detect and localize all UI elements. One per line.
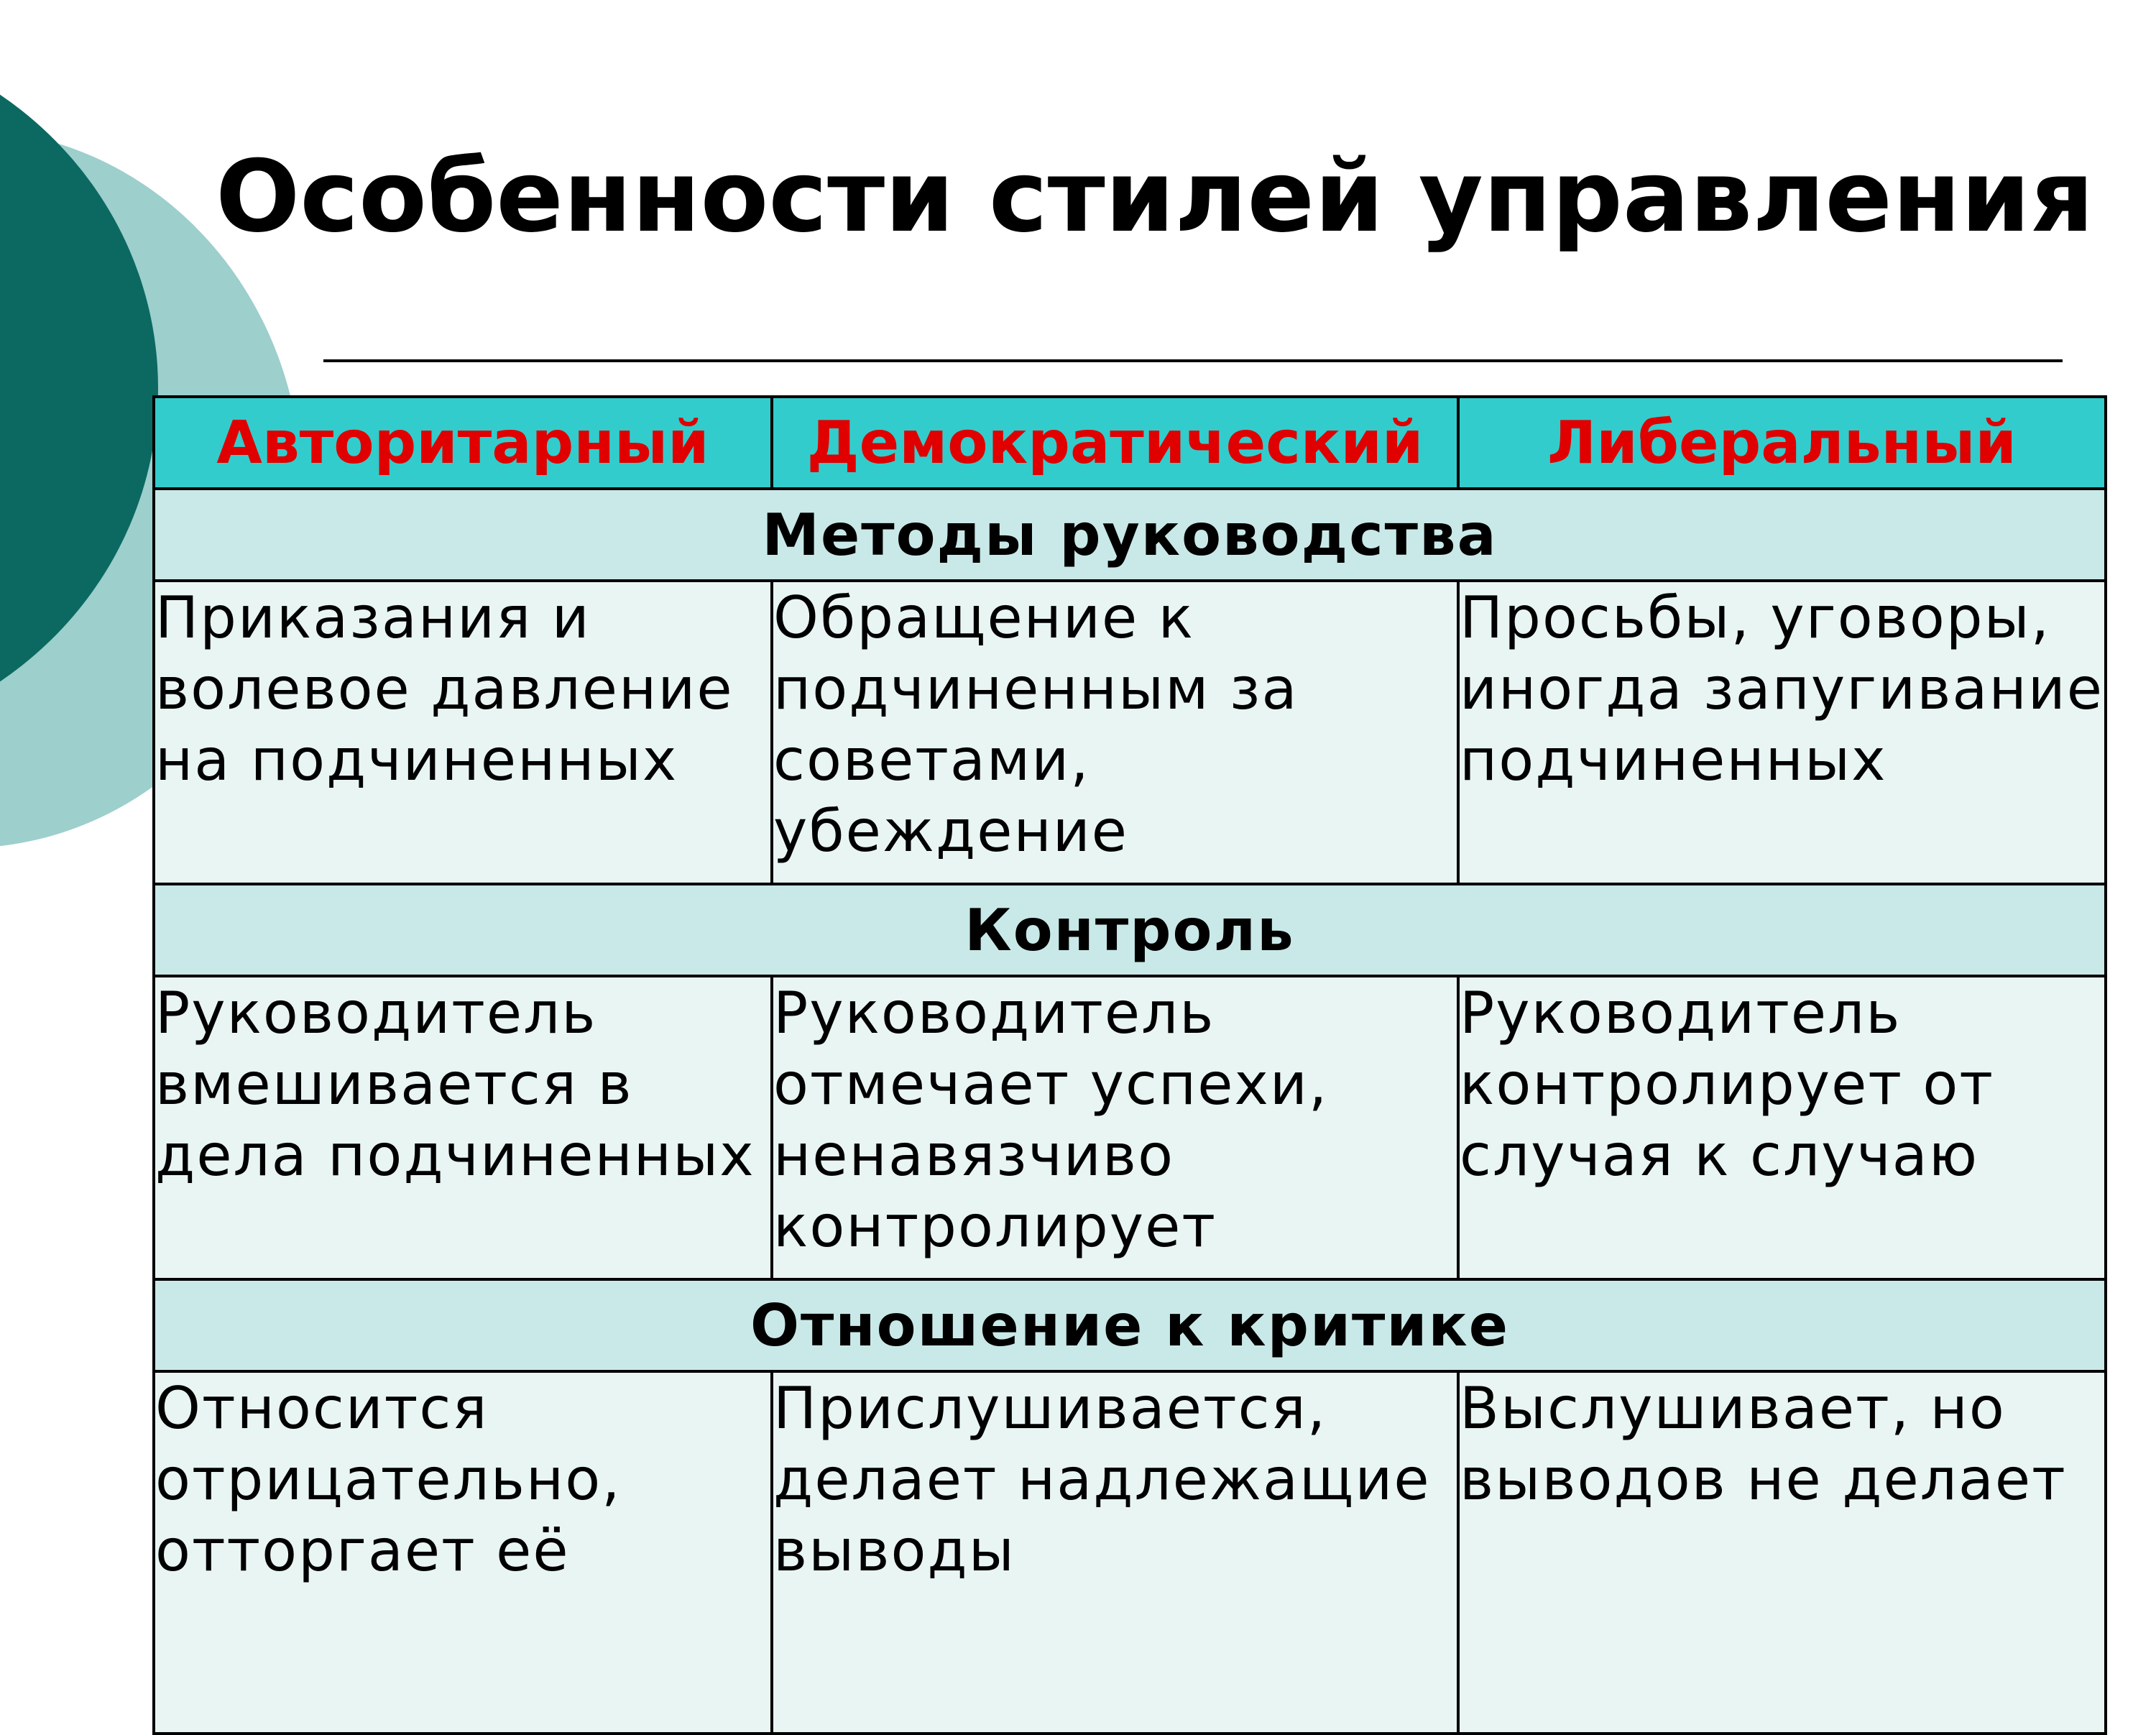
table-row (154, 1371, 2106, 1734)
column-header-liberal: Либеральный (1458, 397, 2106, 489)
table-cell: Приказания и волевое давление на подчиненных (154, 581, 772, 884)
column-header-authoritarian: Авторитарный (154, 397, 772, 489)
management-styles-table (152, 395, 2107, 1735)
table-cell: Руководитель контролирует от случая к случаю (1458, 976, 2106, 1279)
table-cell: Руководитель отмечает успехи, ненавязчиво контролирует (772, 976, 1458, 1279)
section-row-criticism (154, 1279, 2106, 1371)
table-header-row (154, 397, 2106, 489)
section-heading-criticism: Отношение к критике (154, 1279, 2106, 1371)
section-row-methods (154, 489, 2106, 581)
page-title: Особенности стилей управления (216, 139, 2094, 254)
table-cell: Выслушивает, но выводов не делает (1458, 1371, 2106, 1734)
table-cell: Обращение к подчиненным за советами, убеждение (772, 581, 1458, 884)
section-heading-control: Контроль (154, 884, 2106, 976)
table-row (154, 976, 2106, 1279)
table-row (154, 581, 2106, 884)
table-cell: Относится отрицательно, отторгает её (154, 1371, 772, 1734)
section-row-control (154, 884, 2106, 976)
table-cell: Просьбы, уговоры, иногда запугивание подчиненных (1458, 581, 2106, 884)
table-cell: Руководитель вмешивается в дела подчиненных (154, 976, 772, 1279)
table-cell: Прислушивается, делает надлежащие выводы (772, 1371, 1458, 1734)
column-header-democratic: Демократический (772, 397, 1458, 489)
title-divider (323, 359, 2063, 362)
section-heading-methods: Методы руководства (154, 489, 2106, 581)
